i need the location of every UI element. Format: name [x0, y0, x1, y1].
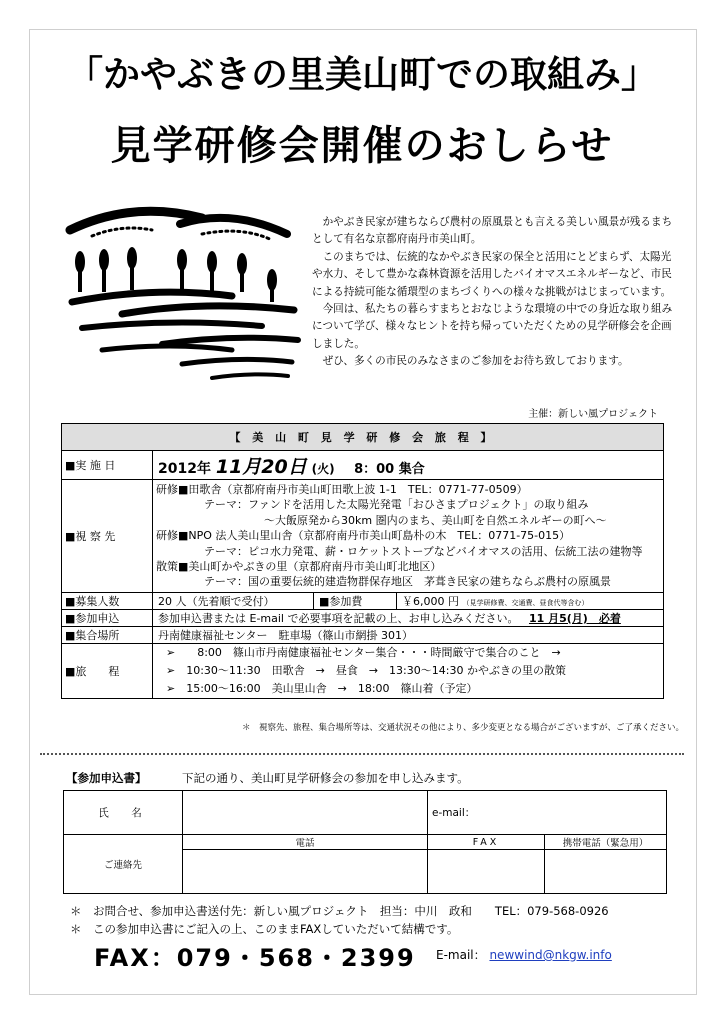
date-label: ■実 施 日	[62, 451, 153, 480]
visit-line: テーマ：ファンドを活用した太陽光発電「おひさまプロジェクト」の取り組み	[204, 498, 589, 512]
intro-text	[312, 214, 678, 371]
email-contact	[436, 946, 612, 963]
name-label: 氏 名	[64, 791, 183, 835]
email-label: E-mail：	[436, 948, 486, 962]
contact-line: ＊ この参加申込書にご記入の上、このままFAXしていただいて結構です。	[70, 922, 459, 936]
apply-value	[153, 609, 664, 626]
fee-note: （見学研修費、交通費、昼食代等含む）	[462, 598, 589, 607]
visit-label: ■視 察 先	[62, 480, 153, 593]
schedule-header: 【 美 山 町 見 学 研 修 会 旅 程 】	[62, 424, 664, 451]
fee-amount: ￥6,000 円	[402, 594, 459, 608]
application-text: 下記の通り、美山町見学研修会の参加を申し込みます。	[182, 771, 469, 785]
date-year: 2012年	[158, 460, 211, 477]
visit-details	[153, 480, 664, 593]
visit-line: テーマ：ピコ水力発電、薪・ロケットストーブなどバイオマスの活用、伝統工法の建物等	[204, 544, 643, 558]
contact-label: ご連絡先	[64, 835, 183, 894]
itinerary	[153, 643, 664, 698]
email-field[interactable]	[428, 791, 667, 835]
phone-label: 電話	[183, 835, 428, 850]
itinerary-label: ■旅 程	[62, 643, 153, 698]
date-dow: (火)	[311, 461, 335, 476]
cut-line	[40, 753, 684, 755]
application-form	[63, 790, 667, 894]
apply-label: ■参加申込	[62, 609, 153, 626]
phone-field[interactable]	[183, 850, 428, 894]
visit-line: 散策■美山町かやぶきの里（京都府南丹市美山町北地区）	[156, 560, 442, 574]
date-time: 8：00 集合	[354, 461, 425, 477]
fax-field[interactable]	[428, 850, 545, 894]
name-field[interactable]	[183, 791, 428, 835]
itinerary-item: ➢ 8:00 篠山市丹南健康福祉センター集合・・・時間厳守で集合のこと →	[166, 645, 561, 659]
itinerary-item: ➢ 10:30～11:30 田歌舎 → 昼食 → 13:30～14:30 かやぶきの里の散策	[166, 663, 566, 677]
intro-paragraph: 今回は、私たちの暮らすまちとおなじような環境の中での身近な取り組みについて学び、様々なヒントを持ち帰っていただくための見学研修会を企画しました。	[312, 303, 673, 350]
meeting-value: 丹南健康福祉センター 駐車場（篠山市網掛 301）	[153, 626, 664, 643]
date-day: 11月20日	[215, 455, 307, 478]
visit-line: 研修■田歌舎（京都府南丹市美山町田歌上波 1-1 TEL：0771-77-0509）	[156, 483, 528, 496]
visit-line: 研修■NPO 法人美山里山舎（京都府南丹市美山町島朴の木 TEL：0771-75-015）	[156, 529, 571, 543]
intro-paragraph: このまちでは、伝統的なかやぶき民家の保全と活用にとどまらず、太陽光や水力、そして豊かな森林資源を活用したバイオマスエネルギーなど、市民による持続可能な循環型のまちづくりへの様々な挑戦がはじまっています。	[312, 250, 672, 298]
visit-line: テーマ：国の重要伝統的建造物群保存地区 茅葺き民家の建ちならぶ農村の原風景	[204, 575, 611, 589]
mobile-label: 携帯電話（緊急用）	[545, 835, 667, 850]
apply-text: 参加申込書または E-mail で必要事項を記載の上、お申し込みください。	[158, 611, 519, 625]
fax-number: FAX：079・568・2399	[94, 944, 416, 972]
date-value	[153, 451, 664, 480]
itinerary-item: ➢ 15:00～16:00 美山里山舎 → 18:00 篠山着（予定）	[166, 681, 478, 695]
mobile-field[interactable]	[545, 850, 667, 894]
apply-deadline: 11 月5(月) 必着	[528, 611, 621, 625]
meeting-label: ■集合場所	[62, 626, 153, 643]
email-link[interactable]: newwind@nkgw.info	[489, 948, 612, 962]
satoyama-illustration	[62, 200, 302, 390]
fee-value	[397, 592, 664, 609]
fax-label: FAX	[428, 835, 545, 850]
email-field-label: e-mail：	[432, 807, 476, 819]
intro-paragraph: ぜひ、多くの市民のみなさまのご参加をお待ち致しております。	[322, 355, 629, 368]
page-title: 「かやぶきの里美山町での取組み」	[66, 53, 658, 96]
capacity-value: 20 人（先着順で受付）	[153, 592, 314, 609]
intro-paragraph: かやぶき民家が建ちならび農村の原風景とも言える美しい風景が残るまちとして有名な京都府南丹市美山町。	[312, 216, 673, 246]
page-subtitle: 見学研修会開催のおしらせ	[110, 123, 614, 169]
contact-info	[70, 902, 609, 938]
visit-line: ～大飯原発から30km 圏内のまち、美山町を自然エネルギーの町へ～	[264, 513, 607, 527]
schedule-note: ＊ 視察先、旅程、集合場所等は、交通状況その他により、多少変更となる場合がございますが、ご了承ください。	[241, 723, 684, 733]
application-title: 【参加申込書】	[66, 771, 147, 785]
capacity-label: ■募集人数	[62, 592, 153, 609]
schedule-table	[61, 423, 664, 699]
sponsor: 主催：新しい風プロジェクト	[528, 409, 658, 420]
contact-line: ＊ お問合せ、参加申込書送付先：新しい風プロジェクト 担当：中川 政和 TEL：079-568-0926	[70, 904, 609, 918]
fee-label: ■参加費	[314, 592, 397, 609]
